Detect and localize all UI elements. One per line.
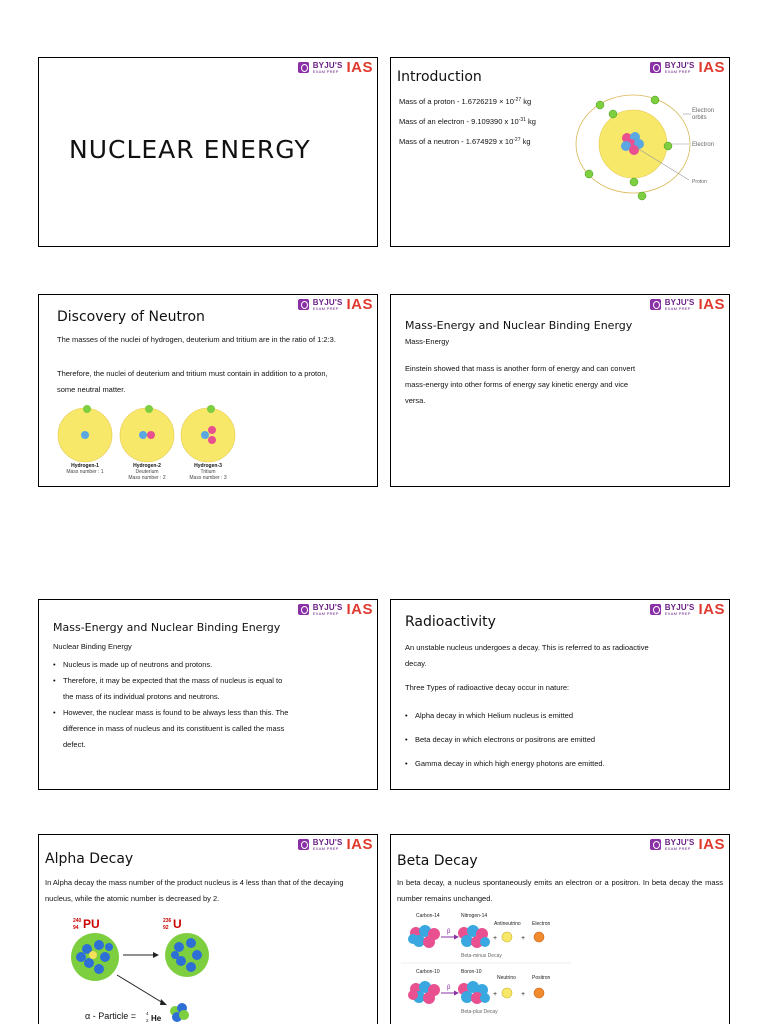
- atom-sub-2: Deuterium: [135, 469, 159, 475]
- byjus-ias-logo: [650, 60, 725, 75]
- slide-subtitle: Mass-Energy: [405, 337, 450, 346]
- neutrino-icon: [502, 988, 512, 998]
- bullet-item: • Beta decay in which electrons or positrons are emitted: [405, 728, 705, 752]
- pu-atomic: 94: [73, 925, 79, 931]
- svg-text:+: +: [493, 991, 498, 998]
- atom-name-2: Hydrogen-2: [133, 463, 161, 469]
- atom-mass-2: Mass number : 2: [128, 475, 166, 481]
- slide-beta-decay: [390, 834, 730, 1024]
- logo-ias: IAS: [346, 601, 373, 618]
- beta-plus-p2: Positron: [532, 975, 551, 981]
- atom-diagram: [571, 88, 730, 208]
- beta-plus-caption: Beta-plus Decay: [461, 1009, 498, 1015]
- label-electron-orbits: Electron orbits: [692, 108, 715, 121]
- logo-brand: BYJU'S: [664, 602, 695, 612]
- alpha-particle: [170, 1003, 189, 1022]
- byjus-ias-logo: [298, 837, 373, 852]
- carbon-14-nucleus: [408, 925, 440, 948]
- logo-brand: BYJU'S: [664, 837, 695, 847]
- slide-title: Radioactivity: [405, 614, 496, 630]
- u-mass: 236: [163, 918, 172, 924]
- beta-decay-diagram: [401, 909, 571, 1023]
- byjus-ias-logo: [298, 297, 373, 312]
- logo-brand: BYJU'S: [312, 602, 343, 612]
- slide-title: Introduction: [397, 69, 482, 85]
- pu-symbol: PU: [83, 917, 100, 931]
- bullet-item: • However, the nuclear mass is found to be always less than this. The difference in mass of nucleus and its constituent is called the mass defect.: [53, 705, 293, 753]
- slide-nuclear-energy: [38, 57, 378, 247]
- he-symbol: He: [151, 1014, 162, 1023]
- beta-minus-from: Carbon-14: [416, 913, 440, 919]
- beta-plus-from: Carbon-10: [416, 969, 440, 975]
- nitrogen-14-nucleus: [458, 925, 490, 948]
- atom-mass-3: Mass number : 3: [189, 475, 227, 481]
- body-text: Einstein showed that mass is another form of energy and can convert mass-energy into other forms of energy say kinetic energy and vice versa.: [405, 364, 636, 405]
- logo-brand: BYJU'S: [312, 297, 343, 307]
- body-text: In beta decay, a nucleus spontaneously emits an electron or a positron. In beta decay the mass number remains unchanged.: [397, 878, 723, 903]
- slide-introduction: [390, 57, 730, 247]
- u-atomic: 92: [163, 925, 169, 931]
- atom-sub-3: Tritium: [200, 469, 216, 475]
- logo-tagline: EXAM PREP: [664, 305, 691, 311]
- label-electron: Electron: [692, 142, 715, 148]
- logo-tagline: EXAM PREP: [664, 845, 691, 851]
- logo-tagline: EXAM PREP: [312, 845, 339, 851]
- logo-tagline: EXAM PREP: [664, 610, 691, 616]
- slide-alpha-decay: [38, 834, 378, 1024]
- beta-symbol: β: [447, 985, 451, 991]
- positron-icon: [534, 988, 544, 998]
- beta-minus-p2: Electron: [532, 921, 551, 927]
- byjus-badge-icon: [650, 299, 661, 310]
- beta-plus-to: Boron-10: [461, 969, 482, 975]
- beta-plus-p1: Neutrino: [497, 975, 516, 981]
- he-atomic: 2: [146, 1018, 149, 1023]
- boron-10-nucleus: [458, 981, 490, 1004]
- slide-mass-energy: [390, 294, 730, 487]
- logo-brand: BYJU'S: [664, 60, 695, 70]
- slide-title: Mass-Energy and Nuclear Binding Energy: [53, 621, 281, 634]
- antineutrino-icon: [502, 932, 512, 942]
- byjus-badge-icon: [298, 299, 309, 310]
- beta-minus-caption: Beta-minus Decay: [461, 953, 502, 959]
- logo-brand: BYJU'S: [312, 60, 343, 70]
- logo-brand: BYJU'S: [312, 837, 343, 847]
- atom-name-3: Hydrogen-3: [194, 463, 222, 469]
- paragraph-1: An unstable nucleus undergoes a decay. This is referred to as radioactive decay.: [405, 643, 649, 668]
- hydrogen-3-atom: [181, 405, 235, 462]
- hydrogen-isotopes-diagram: [51, 403, 251, 485]
- neutron-mass: Mass of a neutron - 1.674929 x $10^{-27}$ kg: [399, 137, 531, 146]
- bullet-item: • Therefore, it may be expected that the mass of nucleus is equal to the mass of its individual protons and neutrons.: [53, 673, 293, 705]
- carbon-10-nucleus: [408, 981, 440, 1004]
- byjus-badge-icon: [650, 839, 661, 850]
- byjus-ias-logo: [298, 60, 373, 75]
- alpha-decay-diagram: [63, 911, 263, 1024]
- byjus-ias-logo: [650, 837, 725, 852]
- byjus-badge-icon: [650, 604, 661, 615]
- slide-subtitle: Nuclear Binding Energy: [53, 642, 132, 651]
- uranium-nucleus: [165, 933, 209, 977]
- u-symbol: U: [173, 917, 182, 931]
- logo-tagline: EXAM PREP: [312, 610, 339, 616]
- logo-tagline: EXAM PREP: [312, 68, 339, 74]
- atom-name-1: Hydrogen-1: [71, 463, 99, 469]
- hydrogen-1-atom: [58, 405, 112, 462]
- bullet-item: • Alpha decay in which Helium nucleus is emitted: [405, 704, 705, 728]
- hydrogen-2-atom: [120, 405, 174, 462]
- electron-icon: [534, 932, 544, 942]
- slide-radioactivity: [390, 599, 730, 790]
- logo-ias: IAS: [698, 601, 725, 618]
- byjus-badge-icon: [298, 604, 309, 615]
- slide-title: Discovery of Neutron: [57, 309, 205, 325]
- electron-mass: Mass of an electron - 9.109390 x $10^{-31}$ kg: [399, 117, 536, 126]
- mass-list: [399, 91, 536, 151]
- plutonium-nucleus: [71, 933, 119, 981]
- logo-ias: IAS: [346, 296, 373, 313]
- byjus-ias-logo: [650, 602, 725, 617]
- paragraph-1: The masses of the nuclei of hydrogen, deuterium and tritium are in the ratio of 1:2:3.: [57, 335, 336, 344]
- alpha-particle-label: α - Particle =: [85, 1011, 136, 1021]
- he-mass: 4: [146, 1011, 149, 1016]
- logo-ias: IAS: [698, 59, 725, 76]
- slide-title: NUCLEAR ENERGY: [69, 135, 311, 164]
- beta-symbol: β: [447, 929, 451, 935]
- slide-title: Beta Decay: [397, 853, 478, 869]
- logo-ias: IAS: [346, 836, 373, 853]
- logo-tagline: EXAM PREP: [312, 305, 339, 311]
- byjus-badge-icon: [298, 839, 309, 850]
- logo-ias: IAS: [698, 836, 725, 853]
- svg-text:+: +: [493, 935, 498, 942]
- byjus-ias-logo: [650, 297, 725, 312]
- slide-title: Mass-Energy and Nuclear Binding Energy: [405, 319, 633, 332]
- byjus-ias-logo: [298, 602, 373, 617]
- bullet-list: [53, 657, 293, 753]
- beta-minus-p1: Antineutrino: [494, 921, 521, 927]
- bullet-list: [405, 704, 705, 776]
- bullet-item: • Nucleus is made up of neutrons and protons.: [53, 657, 293, 673]
- slide-title: Alpha Decay: [45, 851, 134, 867]
- byjus-badge-icon: [650, 62, 661, 73]
- logo-ias: IAS: [698, 296, 725, 313]
- paragraph-2: Three Types of radioactive decay occur in nature:: [405, 683, 570, 692]
- logo-ias: IAS: [346, 59, 373, 76]
- proton-mass: Mass of a proton - $1.6726219 \times 10^{-27}$ kg: [399, 97, 532, 106]
- label-proton: Proton: [692, 179, 707, 185]
- svg-text:+: +: [521, 991, 526, 998]
- byjus-badge-icon: [298, 62, 309, 73]
- beta-minus-to: Nitrogen-14: [461, 913, 488, 919]
- logo-brand: BYJU'S: [664, 297, 695, 307]
- paragraph-2: Therefore, the nuclei of deuterium and tritium must contain in addition to a proton, some neutral matter.: [57, 369, 328, 394]
- slide-binding-energy: [38, 599, 378, 790]
- body-text: In Alpha decay the mass number of the product nucleus is 4 less than that of the decaying nucleus, while the atomic number is decreased by 2.: [45, 878, 344, 903]
- slide-discovery-neutron: [38, 294, 378, 487]
- logo-tagline: EXAM PREP: [664, 68, 691, 74]
- bullet-item: • Gamma decay in which high energy photons are emitted.: [405, 752, 705, 776]
- pu-mass: 240: [73, 918, 82, 924]
- atom-mass-1: Mass number : 1: [66, 469, 104, 475]
- svg-text:+: +: [521, 935, 526, 942]
